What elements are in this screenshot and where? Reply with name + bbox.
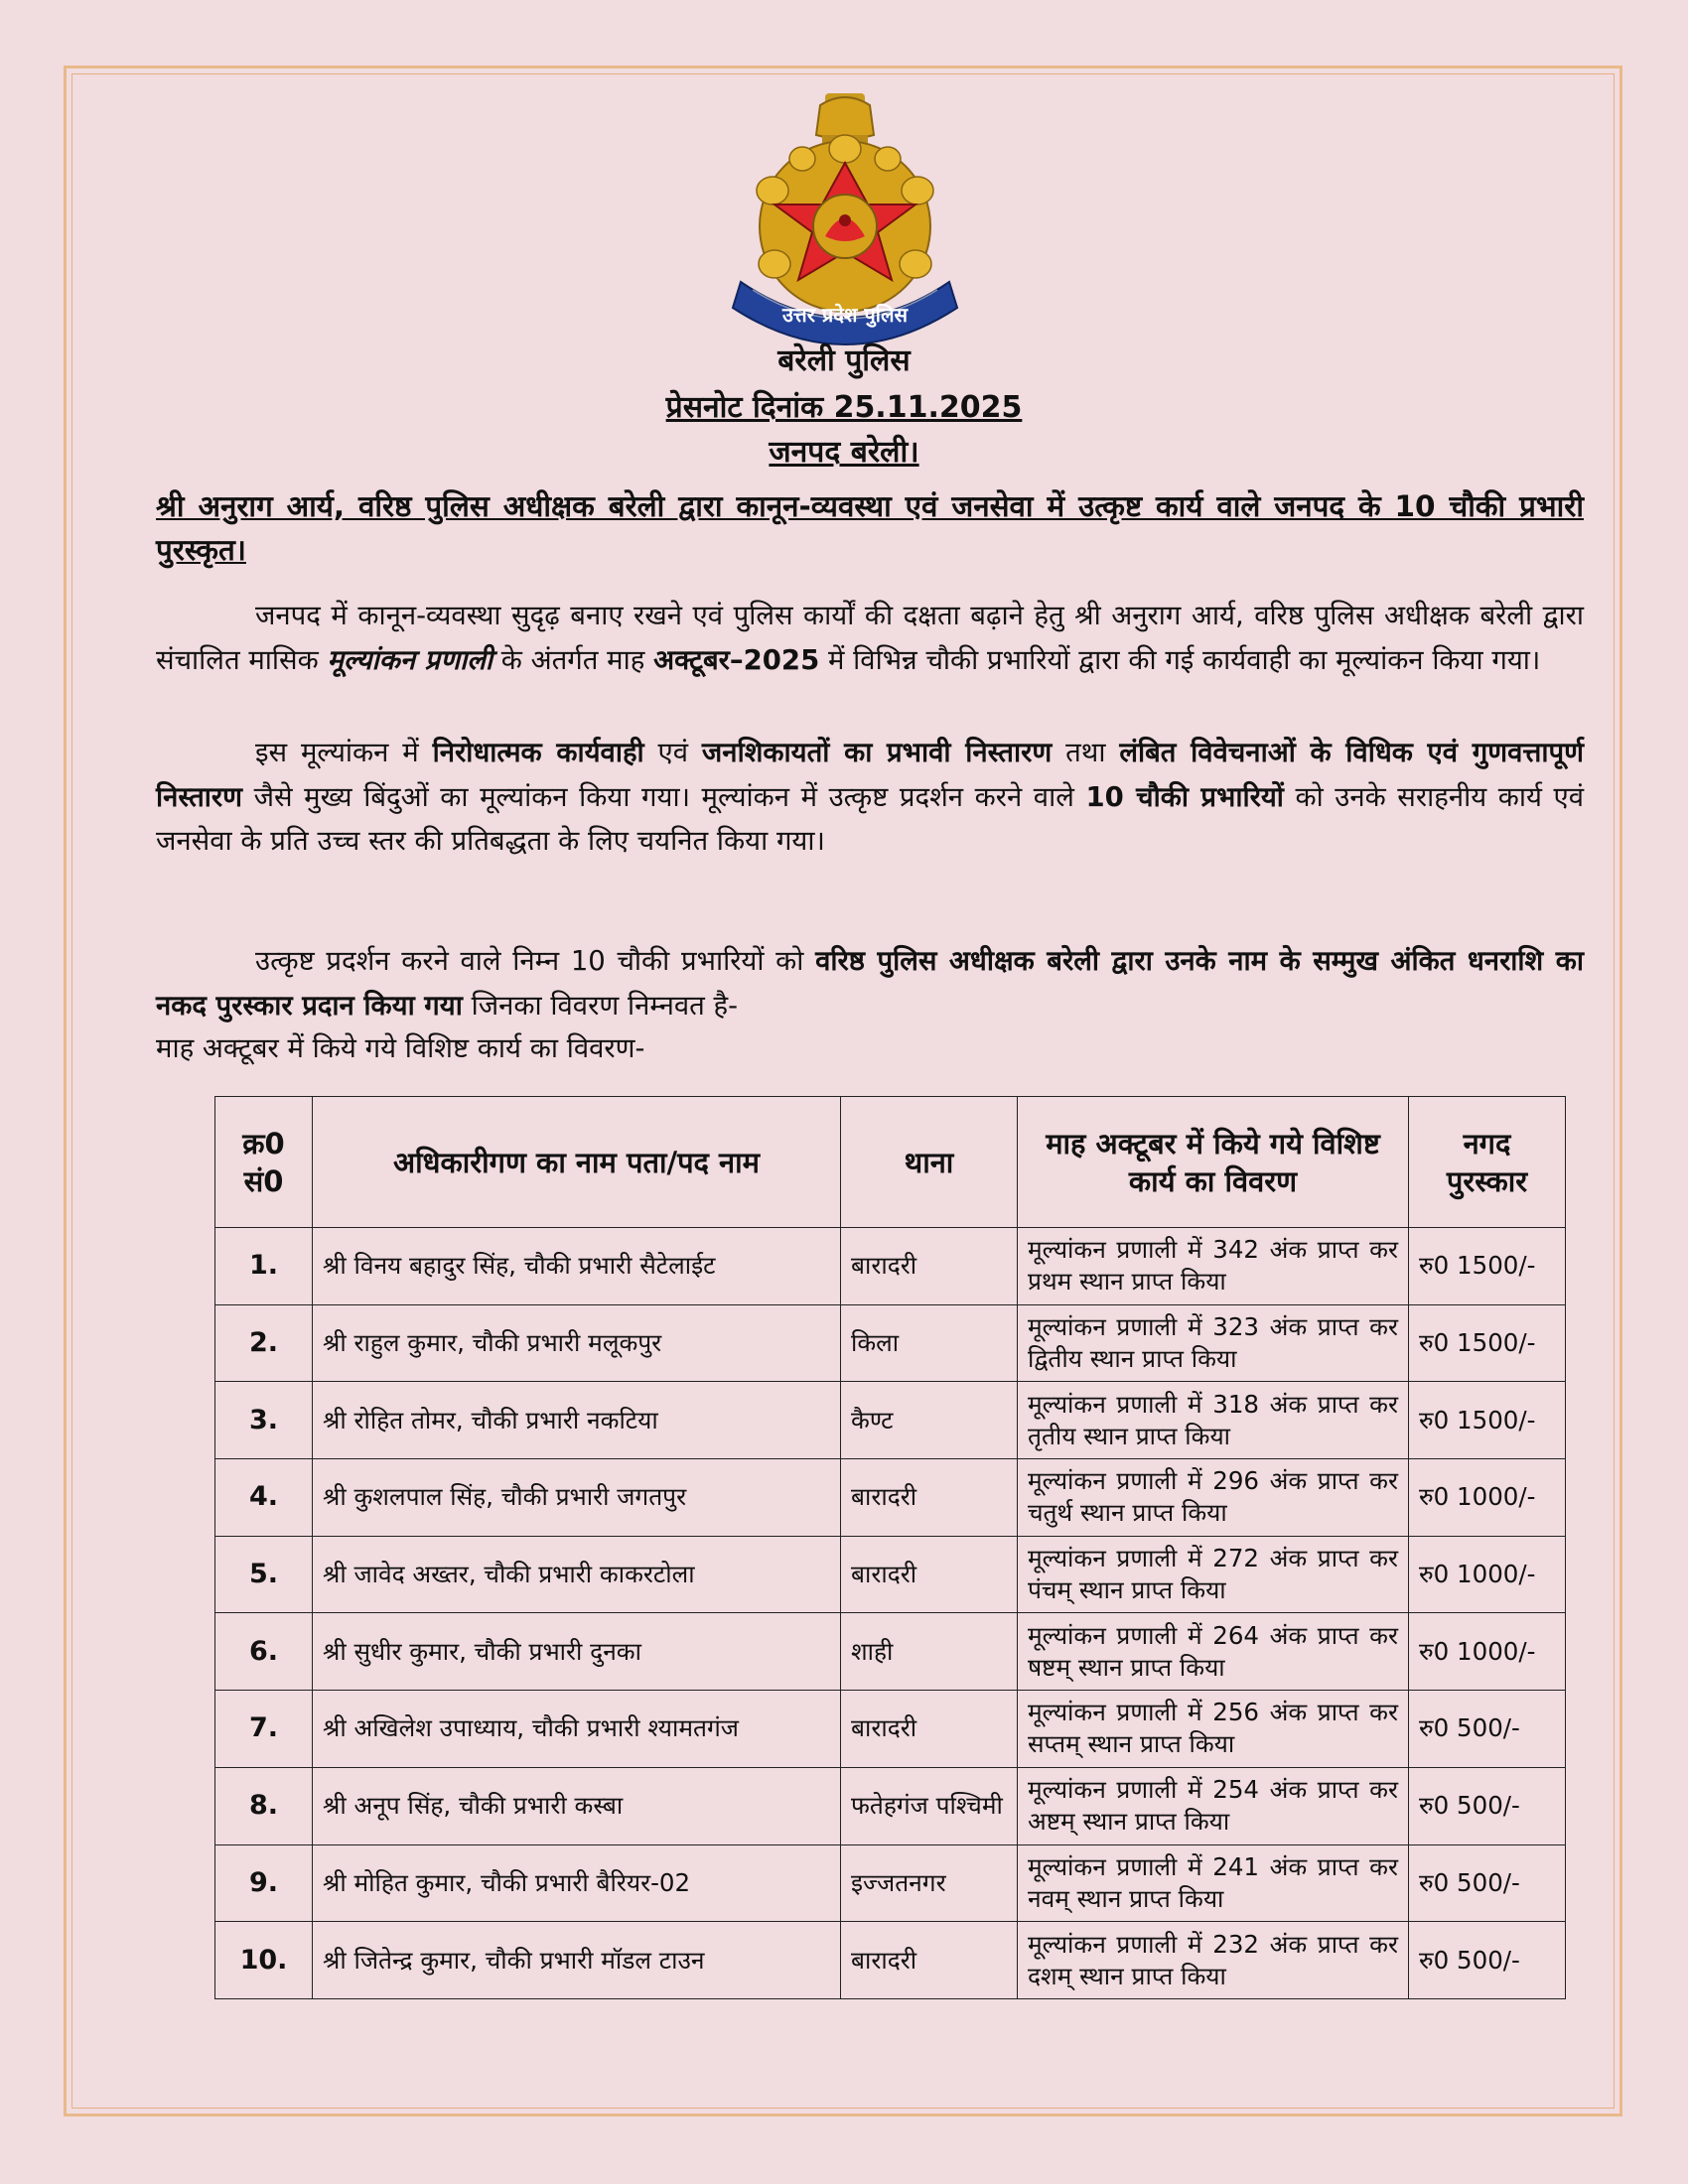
header-cash-reward: नगद पुरस्कार [1409, 1097, 1566, 1228]
police-station: बारादरी [841, 1922, 1018, 1999]
serial-number: 8. [215, 1767, 313, 1844]
officer-name: श्री जितेन्द्र कुमार, चौकी प्रभारी मॉडल टाउन [313, 1922, 841, 1999]
table-row [215, 1844, 1566, 1922]
press-note-date: प्रेसनोट दिनांक 25.11.2025 [665, 390, 1023, 425]
police-station: बारादरी [841, 1536, 1018, 1613]
table-row [215, 1228, 1566, 1305]
table-row [215, 1536, 1566, 1613]
cash-reward: रु0 500/- [1409, 1767, 1566, 1844]
header-police-station: थाना [841, 1097, 1018, 1228]
police-station: शाही [841, 1613, 1018, 1691]
serial-number: 1. [215, 1228, 313, 1305]
table-row [215, 1767, 1566, 1844]
paragraph-reward: उत्कृष्ट प्रदर्शन करने वाले निम्न 10 चौकी प्रभारियों को वरिष्ठ पुलिस अधीक्षक बरेली द्वारा उनके नाम के सम्मुख अंकित धनराशि का नकद पुरस्कार प्रदान किया गया जिनका विवरण निम्नवत है- [156, 945, 1584, 1022]
cash-reward: रु0 1000/- [1409, 1613, 1566, 1691]
serial-number: 4. [215, 1459, 313, 1537]
serial-number: 10. [215, 1922, 313, 1999]
officer-name: श्री सुधीर कुमार, चौकी प्रभारी दुनका [313, 1613, 841, 1691]
table-row [215, 1304, 1566, 1382]
officer-name: श्री जावेद अख्तर, चौकी प्रभारी काकरटोला [313, 1536, 841, 1613]
header-work-details: माह अक्टूबर में किये गये विशिष्ट कार्य का विवरण [1018, 1097, 1409, 1228]
organization-title: बरेली पुलिस [777, 343, 911, 378]
serial-number: 3. [215, 1382, 313, 1459]
police-station: बारादरी [841, 1691, 1018, 1768]
cash-reward: रु0 500/- [1409, 1844, 1566, 1922]
police-station: बारादरी [841, 1228, 1018, 1305]
table-row [215, 1459, 1566, 1537]
table-header-row [215, 1097, 1566, 1228]
police-station: किला [841, 1304, 1018, 1382]
svg-text:उत्तर प्रदेश पुलिस: उत्तर प्रदेश पुलिस [781, 303, 909, 327]
officer-name: श्री रोहित तोमर, चौकी प्रभारी नकटिया [313, 1382, 841, 1459]
awards-table [214, 1096, 1566, 1999]
cash-reward: रु0 1500/- [1409, 1304, 1566, 1382]
cash-reward: रु0 1500/- [1409, 1228, 1566, 1305]
cash-reward: रु0 1000/- [1409, 1536, 1566, 1613]
work-details: मूल्यांकन प्रणाली में 296 अंक प्राप्त कर चतुर्थ स्थान प्राप्त किया [1018, 1459, 1409, 1537]
police-station: बारादरी [841, 1459, 1018, 1537]
work-details: मूल्यांकन प्रणाली में 232 अंक प्राप्त कर दशम् स्थान प्राप्त किया [1018, 1922, 1409, 1999]
table-row [215, 1613, 1566, 1691]
work-details: मूल्यांकन प्रणाली में 256 अंक प्राप्त कर सप्तम् स्थान प्राप्त किया [1018, 1691, 1409, 1768]
paragraph-details-label: माह अक्टूबर में किये गये विशिष्ट कार्य का विवरण- [156, 1032, 645, 1064]
police-station: इज्जतनगर [841, 1844, 1018, 1922]
work-details: मूल्यांकन प्रणाली में 323 अंक प्राप्त कर द्वितीय स्थान प्राप्त किया [1018, 1304, 1409, 1382]
police-station: फतेहगंज पश्चिमी [841, 1767, 1018, 1844]
officer-name: श्री अनूप सिंह, चौकी प्रभारी कस्बा [313, 1767, 841, 1844]
cash-reward: रु0 1000/- [1409, 1459, 1566, 1537]
work-details: मूल्यांकन प्रणाली में 342 अंक प्राप्त कर प्रथम स्थान प्राप्त किया [1018, 1228, 1409, 1305]
work-details: मूल्यांकन प्रणाली में 272 अंक प्राप्त कर पंचम् स्थान प्राप्त किया [1018, 1536, 1409, 1613]
work-details: मूल्यांकन प्रणाली में 318 अंक प्राप्त कर तृतीय स्थान प्राप्त किया [1018, 1382, 1409, 1459]
serial-number: 6. [215, 1613, 313, 1691]
officer-name: श्री मोहित कुमार, चौकी प्रभारी बैरियर-02 [313, 1844, 841, 1922]
header-officer-name: अधिकारीगण का नाम पता/पद नाम [313, 1097, 841, 1228]
officer-name: श्री विनय बहादुर सिंह, चौकी प्रभारी सैटेलाईट [313, 1228, 841, 1305]
police-station: कैण्ट [841, 1382, 1018, 1459]
police-star-icon [757, 135, 933, 312]
cash-reward: रु0 1500/- [1409, 1382, 1566, 1459]
up-police-emblem-icon [713, 87, 977, 347]
table-row [215, 1691, 1566, 1768]
serial-number: 9. [215, 1844, 313, 1922]
officer-name: श्री कुशलपाल सिंह, चौकी प्रभारी जगतपुर [313, 1459, 841, 1537]
officer-name: श्री अखिलेश उपाध्याय, चौकी प्रभारी श्यामतगंज [313, 1691, 841, 1768]
district-title: जनपद बरेली। [769, 435, 919, 470]
table-row [215, 1382, 1566, 1459]
work-details: मूल्यांकन प्रणाली में 264 अंक प्राप्त कर षष्टम् स्थान प्राप्त किया [1018, 1613, 1409, 1691]
serial-number: 2. [215, 1304, 313, 1382]
paragraph-evaluation: इस मूल्यांकन में निरोधात्मक कार्यवाही एवं जनशिकायतों का प्रभावी निस्तारण तथा लंबित विवेचनाओं के विधिक एवं गुणवत्तापूर्ण निस्तारण जैसे मुख्य बिंदुओं का मूल्यांकन किया गया। मूल्यांकन में उत्कृष्ट प्रदर्शन करने वाले 10 चौकी प्रभारियों को उनके सराहनीय कार्य एवं जनसेवा के प्रति उच्च स्तर की प्रतिबद्धता के लिए चयनित किया गया। [156, 737, 1585, 857]
cash-reward: रु0 500/- [1409, 1691, 1566, 1768]
cash-reward: रु0 500/- [1409, 1922, 1566, 1999]
serial-number: 7. [215, 1691, 313, 1768]
officer-name: श्री राहुल कुमार, चौकी प्रभारी मलूकपुर [313, 1304, 841, 1382]
paragraph-intro: जनपद में कानून-व्यवस्था सुदृढ़ बनाए रखने एवं पुलिस कार्यों की दक्षता बढ़ाने हेतु श्री अनुराग आर्य, वरिष्ठ पुलिस अधीक्षक बरेली द्वारा संचालित मासिक मूल्यांकन प्रणाली के अंतर्गत माह अक्टूबर–2025 में विभिन्न चौकी प्रभारियों द्वारा की गई कार्यवाही का मूल्यांकन किया गया। [156, 600, 1584, 676]
work-details: मूल्यांकन प्रणाली में 241 अंक प्राप्त कर नवम् स्थान प्राप्त किया [1018, 1844, 1409, 1922]
news-headline: श्री अनुराग आर्य, वरिष्ठ पुलिस अधीक्षक बरेली द्वारा कानून-व्यवस्था एवं जनसेवा में उत्कृष्ट कार्य वाले जनपद के 10 चौकी प्रभारी पुरस्कृत। [156, 489, 1584, 567]
serial-number: 5. [215, 1536, 313, 1613]
table-row [215, 1922, 1566, 1999]
work-details: मूल्यांकन प्रणाली में 254 अंक प्राप्त कर अष्टम् स्थान प्राप्त किया [1018, 1767, 1409, 1844]
header-serial-number: क्र0 सं0 [215, 1097, 313, 1228]
